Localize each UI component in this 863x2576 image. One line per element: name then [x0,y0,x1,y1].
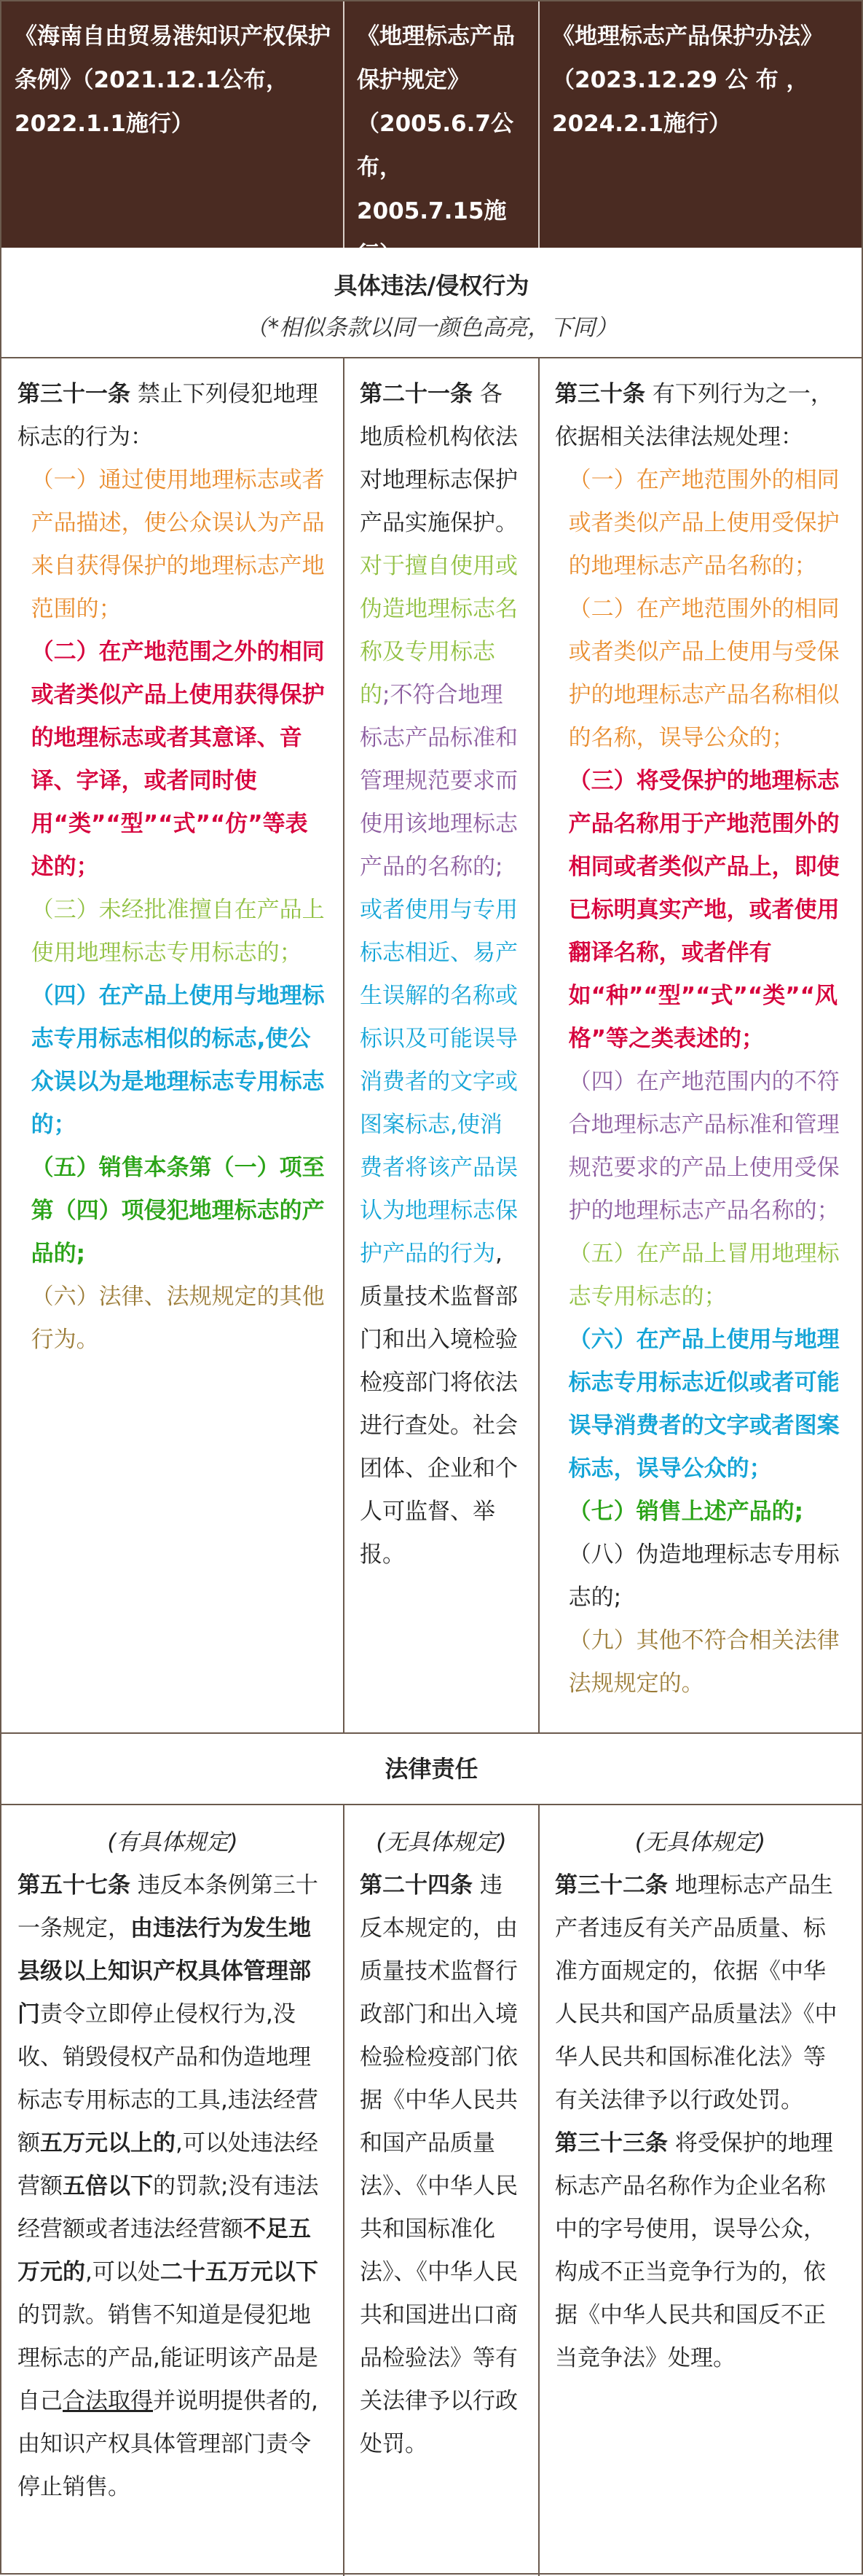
liability-note: (有具体规定) [107,1829,238,1856]
liability-note: (无具体规定) [376,1829,507,1856]
text-segment: 的罚款;没有违法经营额或者违法经营额 [17,2173,319,2242]
list-item: （二）在产地范围之外的相同或者类似产品上使用获得保护的地理标志或者其意译、音译、字译，或者同时使用“类”“型”“式”“仿”等表述的； [31,639,325,880]
list-item: （四）在产品上使用与地理标志专用标志相似的标志,使公众误以为是地理标志专用标志的； [31,983,325,1138]
text-segment: 的罚款。销售不知道是侵犯地理标志的产品,能证明该产品是自己 [17,2302,318,2414]
list-item: （五）销售本条第（一）项至第（四）项侵犯地理标志的产品的; [31,1155,325,1267]
list-item: （八）伪造地理标志专用标志的; [568,1542,840,1611]
text-segment: 不足五万元的 [17,2216,311,2285]
header-divider [538,1,540,248]
col-2023-liability [539,1811,862,2390]
row-divider [1,1732,862,1734]
liability-note: (无具体规定) [634,1829,766,1856]
row-divider [1,1804,862,1805]
col-hainan-liability [1,1811,344,2519]
header-col-2023: 《地理标志产品保护办法》（2023.12.29 公 布 ，2024.2.1施行） [552,23,823,137]
section-acts-heading [1,264,862,348]
text-segment: 并说明提供者的,由知识产权具体管理部门责令停止销售。 [17,2388,318,2500]
text-segment: 或者使用与专用标志相近、易产生误解的名称或标识及可能误导消费者的文字或图案标志,使消费者将该产品误认为地理标志保护产品的行为 [360,897,518,1267]
list-item: （三）将受保护的地理标志产品名称用于产地范围外的相同或者类似产品上，即使已标明真实产地，或者使用翻译名称，或者伴有如“种”“型”“式”“类”“风格”等之类表述的； [568,768,840,1052]
article-number: 第三十三条 [555,2130,668,2156]
article-number: 第五十七条 [17,1872,130,1898]
text-segment: ,质量技术监督部门和出入境检验检疫部门将依法进行查处。社会团体、企业和个人可监督、举报。 [360,1241,518,1568]
text-segment: 由违法行为发生地县级以上知识产权具体管理部门 [17,1915,311,2027]
article-number: 第三十条 [555,381,645,407]
text-segment: ;不符合地理标志产品标准和管理规范要求而使用该地理标志产品的名称的; [360,682,518,880]
col-2005-liability [344,1811,539,2476]
list-item: （七）销售上述产品的; [568,1499,803,1525]
text-segment: 将受保护的地理标志产品名称作为企业名称中的字号使用，误导公众，构成不正当竞争行为的，依据《中华人民共和国反不正当竞争法》处理。 [555,2130,833,2371]
section-title: 具体违法/侵权行为 [334,272,529,299]
list-item: （一）在产地范围外的相同或者类似产品上使用受保护的地理标志产品名称的； [568,467,840,579]
text-segment: 对于擅自使用或伪造地理标志名称及专用标志的 [360,553,518,708]
article-number: 第三十二条 [555,1872,668,1898]
text-segment: 责令立即停止侵权行为,没收、销毁侵权产品和伪造地理标志专用标志的工具,违法经营额 [17,2001,318,2156]
article-number: 第三十一条 [17,381,130,407]
list-item: （九）其他不符合相关法律法规规定的。 [568,1627,840,1697]
list-item: （六）法律、法规规定的其他行为。 [31,1284,325,1353]
header-divider [343,1,344,248]
list-item: （三）未经批准擅自在产品上使用地理标志专用标志的； [31,897,325,966]
text-segment: 二十五万元以下 [159,2259,318,2285]
section-note: （*相似条款以同一颜色高亮，下同） [245,315,618,341]
row-divider [1,357,862,358]
list-item: （一）通过使用地理标志或者产品描述，使公众误认为产品来自获得保护的地理标志产地范围的； [31,467,325,622]
list-item: （五）在产品上冒用地理标志专用标志的； [568,1241,840,1310]
list-item: （二）在产地范围外的相同或者类似产品上使用与受保护的地理标志产品名称相似的名称，误导公众的； [568,596,840,751]
text-segment: 五倍以下 [63,2173,153,2199]
text-segment: ,可以处违法经营额 [17,2130,318,2199]
section-liability-heading [1,1747,862,1791]
text-segment: 各地质检机构依法对地理标志保护产品实施保护。 [360,381,518,536]
col-hainan-acts [1,363,344,1372]
text-segment: 违反本规定的，由质量技术监督行政部门和出入境检验检疫部门依据《中华人民共和国产品质量法》、《中华人民共和国标准化法》、《中华人民共和国进出口商品检验法》等有关法律予以行政处罚。 [360,1872,518,2457]
text-segment: 违反本条例第三十一条规定， [17,1872,318,1941]
text-segment: 五万元以上的 [40,2130,176,2156]
text-segment: 地理标志产品生产者违反有关产品质量、标准方面规定的，依据《中华人民共和国产品质量法》《中华人民共和国标准化法》等有关法律予以行政处罚。 [555,1872,838,2113]
section-title: 法律责任 [385,1755,478,1783]
text-segment: 合法取得 [63,2388,153,2414]
header-col-2005: 《地理标志产品保护规定》（2005.6.7公布，2005.7.15施行） [357,23,515,268]
article-intro: 有下列行为之一，依据相关法律法规处理： [555,381,833,450]
list-item: （六）在产品上使用与地理标志专用标志近似或者可能误导消费者的文字或者图案标志，误导公众的； [568,1327,840,1482]
col-2023-acts [539,363,862,1716]
article-number: 第二十一条 [360,381,473,407]
article-intro: 禁止下列侵犯地理标志的行为： [17,381,318,450]
article-number: 第二十四条 [360,1872,473,1898]
header-col-hainan: 《海南自由贸易港知识产权保护条例》（2021.12.1公布，2022.1.1施行） [15,23,331,137]
col-2005-acts [344,363,539,1587]
text-segment: ,可以处 [85,2259,160,2285]
table-header [1,1,862,268]
list-item: （四）在产地范围内的不符合地理标志产品标准和管理规范要求的产品上使用受保护的地理标志产品名称的； [568,1069,840,1224]
